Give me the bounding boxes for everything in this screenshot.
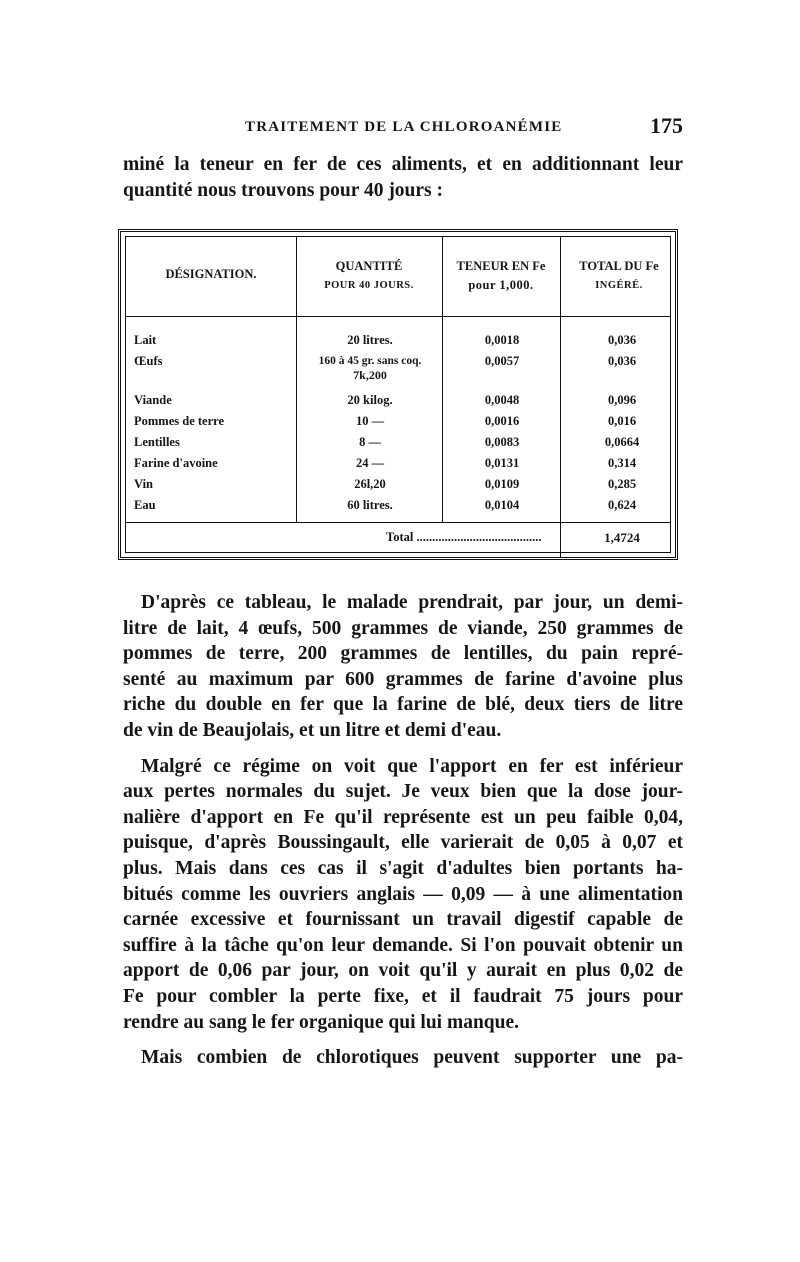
text-line: rendre au sang le fer organique qui lui manque.	[123, 1011, 520, 1033]
cell-quantite: 24 —	[355, 456, 385, 470]
text-line: miné la teneur en fer de ces aliments, et en additionnant leur	[123, 154, 683, 175]
text-line: aux pertes normales du sujet. Je veux bien que la dose jour-	[123, 781, 683, 803]
cell-designation: Viande	[134, 390, 300, 411]
table-inner-border	[125, 236, 671, 553]
table-row	[126, 474, 670, 495]
cell-quantite: 10 —	[355, 414, 385, 428]
text-line: litre de lait, 4 œufs, 500 grammes de viande, 250 grammes de	[123, 617, 683, 639]
cell-total: 0,0664	[604, 435, 640, 449]
cell-teneur: 0,0057	[484, 354, 520, 368]
text-line: bitués comme les ouvriers anglais — 0,09 — à une alimentation	[123, 883, 683, 905]
header-designation	[126, 265, 296, 284]
header-designation-label: DÉSIGNATION.	[165, 267, 257, 281]
cell-teneur: 0,0018	[484, 333, 520, 347]
header-quantite-sub: POUR 40 JOURS.	[324, 280, 414, 291]
header-total-label: TOTAL DU Fe	[579, 259, 659, 273]
text-line: suffire à la tâche qu'on leur demande. Si l'on pouvait obtenir un	[123, 934, 683, 956]
cell-designation: Lentilles	[134, 432, 300, 453]
text-line: riche du double en fer que la farine de blé, deux tiers de litre	[123, 694, 683, 716]
cell-teneur: 0,0131	[484, 456, 520, 470]
cell-total: 0,624	[607, 498, 637, 512]
cell-quantite: 160 à 45 gr. sans coq.	[318, 355, 422, 367]
paragraph	[123, 754, 683, 1036]
text-line: pommes de terre, 200 grammes de lentilles, du pain repré-	[123, 643, 683, 665]
total-value: 1,4724	[604, 530, 640, 545]
header-divider	[126, 316, 670, 317]
table-row	[126, 330, 670, 351]
cell-teneur: 0,0104	[484, 498, 520, 512]
text-line: apport de 0,06 par jour, on voit qu'il y aurait en plus 0,02 de	[123, 960, 683, 982]
iron-intake-table	[118, 229, 678, 560]
total-row	[126, 527, 670, 553]
text-line: de vin de Beaujolais, et un litre et demi d'eau.	[123, 719, 502, 741]
total-divider	[126, 522, 670, 523]
cell-designation: Lait	[134, 330, 300, 351]
header-teneur-sub: pour 1,000.	[468, 278, 534, 292]
cell-quantite: 20 kilog.	[347, 393, 393, 407]
header-teneur-label: TENEUR EN Fe	[456, 259, 546, 273]
cell-designation: Pommes de terre	[134, 411, 300, 432]
text-line: puisque, d'après Boussingault, elle varierait de 0,05 à 0,07 et	[123, 832, 683, 854]
body-text	[123, 590, 683, 1071]
cell-total: 0,314	[607, 456, 637, 470]
cell-total: 0,036	[607, 354, 637, 368]
cell-teneur: 0,0048	[484, 393, 520, 407]
cell-quantite: 8 —	[359, 435, 381, 449]
text-line: Malgré ce régime on voit que l'apport en fer est inférieur	[141, 755, 683, 777]
header-total-sub: INGÉRÉ.	[595, 280, 643, 291]
header-quantite	[296, 257, 442, 295]
table-row	[126, 390, 670, 411]
cell-designation: Œufs	[134, 351, 300, 372]
text-line: Mais combien de chlorotiques peuvent supporter une pa-	[141, 1047, 683, 1069]
table-row	[126, 495, 670, 516]
page-number: 175	[650, 113, 683, 138]
text-line: nalière d'apport en Fe qu'il représente est un peu faible 0,04,	[123, 806, 683, 828]
intro-paragraph	[123, 152, 683, 203]
text-line: carnée excessive et fournissant un travail digestif capable de	[123, 909, 683, 931]
text-line: Fe pour combler la perte fixe, et il faudrait 75 jours pour	[123, 985, 683, 1007]
paragraph	[123, 1045, 683, 1071]
page-header	[123, 113, 683, 143]
header-quantite-label: QUANTITÉ	[335, 259, 403, 273]
table-row	[126, 411, 670, 432]
cell-quantite: 26l,20	[354, 477, 386, 491]
cell-designation: Vin	[134, 474, 300, 495]
paragraph	[123, 590, 683, 744]
header-teneur	[442, 257, 560, 295]
text-line: quantité nous trouvons pour 40 jours :	[123, 179, 444, 201]
cell-total: 0,096	[607, 393, 637, 407]
cell-teneur: 0,0016	[484, 414, 520, 428]
text-line: senté au maximum par 600 grammes de farine d'avoine plus	[123, 668, 683, 690]
cell-quantite: 60 litres.	[347, 498, 393, 512]
text-line: plus. Mais dans ces cas il s'agit d'adultes bien portants ha-	[123, 857, 683, 879]
total-label: Total .....	[386, 530, 560, 545]
table-row	[126, 432, 670, 453]
cell-designation: Farine d'avoine	[134, 453, 300, 474]
header-total	[560, 257, 678, 295]
text-line: D'après ce tableau, le malade prendrait, par jour, un demi-	[141, 592, 683, 613]
running-title: TRAITEMENT DE LA CHLOROANÉMIE	[245, 119, 563, 135]
oeufs-weight: 7k,200	[353, 368, 387, 382]
cell-total: 0,016	[607, 414, 637, 428]
cell-quantite: 20 litres.	[347, 333, 393, 347]
cell-total: 0,036	[607, 333, 637, 347]
cell-designation: Eau	[134, 495, 300, 516]
table-row	[126, 453, 670, 474]
cell-teneur: 0,0109	[484, 477, 520, 491]
cell-total: 0,285	[607, 477, 637, 491]
cell-teneur: 0,0083	[484, 435, 520, 449]
